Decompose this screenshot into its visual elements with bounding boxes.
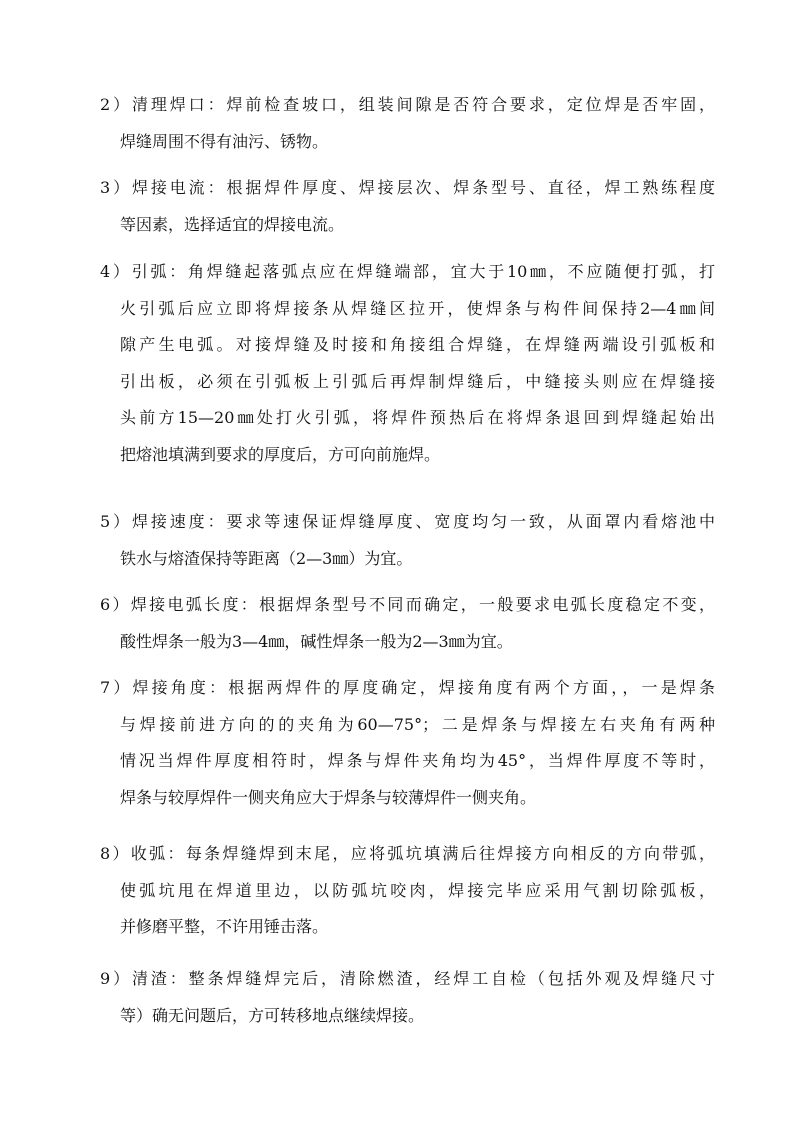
- list-item-7-welding-angle: [100, 670, 715, 816]
- text-line: 焊缝周围不得有油污、锈物。: [120, 131, 329, 151]
- list-item-6-arc-length: [100, 587, 715, 660]
- list-item-5-welding-speed: [100, 504, 715, 577]
- text-line: 等）确无问题后，方可转移地点继续焊接。: [120, 1005, 425, 1025]
- text-line: 引出板，必须在引弧板上引弧后再焊制焊缝后，中缝接头则应在焊缝接: [120, 371, 715, 391]
- text-line: 与焊接前进方向的的夹角为60—75°；二是焊条与焊接左右夹角有两种: [120, 714, 715, 734]
- text-line: 隙产生电弧。对接焊缝及时接和角接组合焊缝，在焊缝两端设引弧板和: [120, 335, 715, 354]
- list-item-4-arc-striking: [100, 254, 715, 473]
- text-line: 使弧坑甩在焊道里边，以防弧坑咬肉，焊接完毕应采用气割切除弧板，: [120, 880, 715, 900]
- text-line: 酸性焊条一般为3—4㎜，碱性焊条一般为2—3㎜为宜。: [120, 631, 513, 651]
- text-line: 8）收弧：每条焊缝焊到末尾，应将弧坑填满后往焊接方向相反的方向带弧，: [100, 844, 715, 863]
- text-line: 3）焊接电流：根据焊件厚度、焊接层次、焊条型号、直径，焊工熟练程度: [100, 178, 715, 197]
- list-item-2-clean-weld-joint: [100, 87, 715, 160]
- text-line: 7）焊接角度：根据两焊件的厚度确定，焊接角度有两个方面，，一是焊条: [100, 678, 715, 697]
- text-line: 把熔池填满到要求的厚度后，方可向前施焊。: [120, 444, 441, 464]
- text-line: 等因素，选择适宜的焊接电流。: [120, 214, 345, 234]
- text-line: 火引弧后应立即将焊接条从焊缝区拉开，使焊条与构件间保持2—4㎜间: [120, 298, 715, 318]
- text-line: 情况当焊件厚度相符时，焊条与焊件夹角均为45°，当焊件厚度不等时，: [120, 751, 715, 770]
- list-item-9-slag-removal: [100, 961, 715, 1034]
- text-line: 焊条与较厚焊件一侧夹角应大于焊条与较薄焊件一侧夹角。: [120, 787, 537, 807]
- list-item-8-arc-ending: [100, 836, 715, 946]
- text-line: 5）焊接速度：要求等速保证焊缝厚度、宽度均匀一致，从面罩内看熔池中: [100, 512, 715, 531]
- text-line: 4）引弧：角焊缝起落弧点应在焊缝端部，宜大于10㎜，不应随便打弧，打: [100, 262, 715, 281]
- text-line: 头前方15—20㎜处打火引弧，将焊件预热后在将焊条退回到焊缝起始出: [120, 408, 715, 427]
- text-line: 9）清渣：整条焊缝焊完后，清除燃渣，经焊工自检（包括外观及焊缝尺寸: [100, 969, 715, 988]
- text-line: 6）焊接电弧长度：根据焊条型号不同而确定，一般要求电弧长度稳定不变，: [100, 595, 715, 614]
- text-line: 铁水与熔渣保持等距离（2—3㎜）为宜。: [120, 548, 413, 568]
- text-line: 并修磨平整，不许用锤击落。: [120, 917, 329, 936]
- text-line: 2）清理焊口：焊前检查坡口，组装间隙是否符合要求，定位焊是否牢固，: [100, 95, 715, 114]
- list-item-3-welding-current: [100, 170, 715, 243]
